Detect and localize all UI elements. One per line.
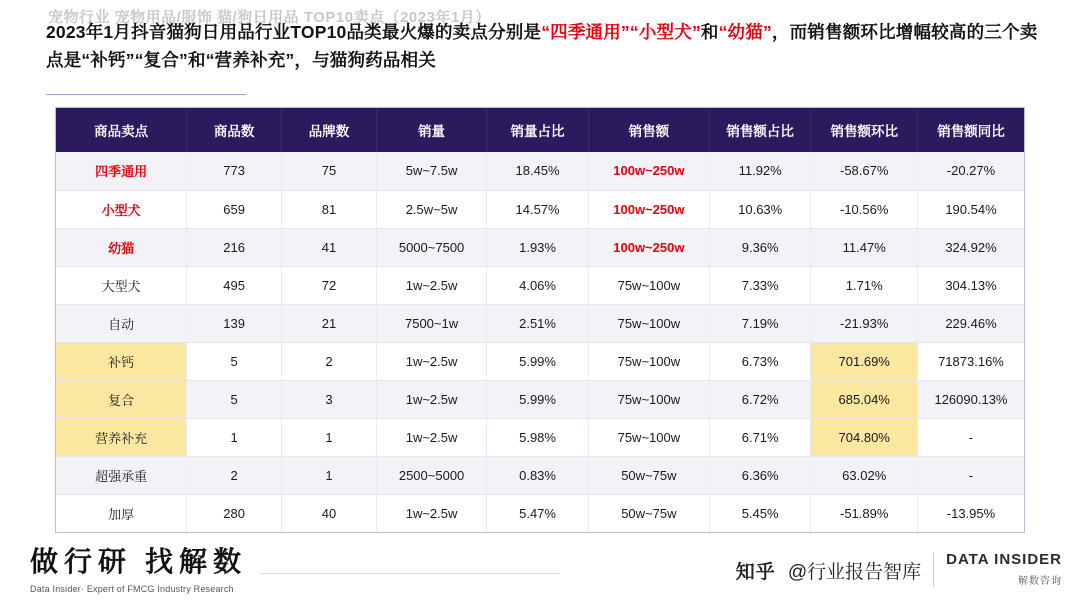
table-row[interactable] bbox=[56, 152, 1024, 190]
table-cell: -10.56% bbox=[811, 190, 917, 228]
table-cell: 40 bbox=[282, 494, 377, 532]
column-header[interactable]: 销售额 bbox=[588, 108, 709, 152]
table-cell: 6.72% bbox=[709, 380, 811, 418]
table-cell: 1w~2.5w bbox=[376, 418, 486, 456]
table-cell: 1w~2.5w bbox=[376, 266, 486, 304]
table-cell: 704.80% bbox=[811, 418, 917, 456]
footer-credit-block bbox=[736, 550, 1062, 590]
table-header bbox=[56, 108, 1024, 152]
table-cell: 5.47% bbox=[487, 494, 589, 532]
column-header[interactable]: 销量占比 bbox=[487, 108, 589, 152]
cell-selling-point: 超强承重 bbox=[56, 456, 187, 494]
table-cell: - bbox=[917, 456, 1024, 494]
zhihu-handle: @行业报告智库 bbox=[787, 561, 922, 583]
table-cell: 5000~7500 bbox=[376, 228, 486, 266]
table-cell: 2.51% bbox=[487, 304, 589, 342]
table-cell: 229.46% bbox=[917, 304, 1024, 342]
table-header-row bbox=[56, 108, 1024, 152]
table-cell: 4.06% bbox=[487, 266, 589, 304]
table-cell: 41 bbox=[282, 228, 377, 266]
column-header[interactable]: 销售额环比 bbox=[811, 108, 917, 152]
table-cell: 701.69% bbox=[811, 342, 917, 380]
table-row[interactable] bbox=[56, 494, 1024, 532]
brand-name: 做行研 找解数 bbox=[30, 547, 248, 578]
table-cell: 72 bbox=[282, 266, 377, 304]
cell-selling-point: 复合 bbox=[56, 380, 187, 418]
table-cell: 304.13% bbox=[917, 266, 1024, 304]
table-cell: 14.57% bbox=[487, 190, 589, 228]
table-cell: -20.27% bbox=[917, 152, 1024, 190]
column-header[interactable]: 销量 bbox=[376, 108, 486, 152]
table-cell: 5w~7.5w bbox=[376, 152, 486, 190]
table-cell: 1w~2.5w bbox=[376, 380, 486, 418]
table-cell: 6.36% bbox=[709, 456, 811, 494]
data-insider-logo bbox=[946, 550, 1062, 590]
table-cell: 2500~5000 bbox=[376, 456, 486, 494]
table-cell: 1w~2.5w bbox=[376, 342, 486, 380]
table-cell: 0.83% bbox=[487, 456, 589, 494]
table-cell: 7500~1w bbox=[376, 304, 486, 342]
table-cell: 1 bbox=[187, 418, 282, 456]
table-cell: 2 bbox=[282, 342, 377, 380]
table-cell: 216 bbox=[187, 228, 282, 266]
table-cell: 50w~75w bbox=[588, 494, 709, 532]
table-cell: 280 bbox=[187, 494, 282, 532]
title-segment: ，而销售额环比增幅较高的三个卖点是“补钙”“复合”和“营养补充”，与猫狗药品相关 bbox=[46, 22, 1038, 71]
data-insider-sub: 解数咨询 bbox=[1018, 576, 1062, 587]
table-cell: -58.67% bbox=[811, 152, 917, 190]
table-cell: 324.92% bbox=[917, 228, 1024, 266]
column-header[interactable]: 商品数 bbox=[187, 108, 282, 152]
table-cell: 495 bbox=[187, 266, 282, 304]
footer-divider bbox=[260, 573, 560, 574]
brand-tagline: Data Insider· Expert of FMCG Industry Research bbox=[30, 584, 234, 594]
table-cell: 1.71% bbox=[811, 266, 917, 304]
table-cell: 75w~100w bbox=[588, 418, 709, 456]
table-cell: 7.19% bbox=[709, 304, 811, 342]
table-cell: 75w~100w bbox=[588, 266, 709, 304]
table-cell: 6.71% bbox=[709, 418, 811, 456]
table-cell: -21.93% bbox=[811, 304, 917, 342]
cell-selling-point: 大型犬 bbox=[56, 266, 187, 304]
cell-selling-point: 四季通用 bbox=[56, 152, 187, 190]
title-segment: 和 bbox=[700, 22, 719, 42]
table-cell: 75w~100w bbox=[588, 304, 709, 342]
table-cell: 50w~75w bbox=[588, 456, 709, 494]
table-cell: 75w~100w bbox=[588, 342, 709, 380]
table-cell: 139 bbox=[187, 304, 282, 342]
table-cell: 2 bbox=[187, 456, 282, 494]
sellingpoint-table bbox=[56, 108, 1024, 532]
table-cell: 11.92% bbox=[709, 152, 811, 190]
table-cell: 21 bbox=[282, 304, 377, 342]
table-cell: 100w~250w bbox=[588, 190, 709, 228]
title-segment: “小型犬” bbox=[629, 22, 701, 42]
data-insider-name: DATA INSIDER bbox=[946, 551, 1062, 568]
table-cell: 100w~250w bbox=[588, 228, 709, 266]
table-row[interactable] bbox=[56, 266, 1024, 304]
table-cell: 10.63% bbox=[709, 190, 811, 228]
table-cell: 190.54% bbox=[917, 190, 1024, 228]
table-row[interactable] bbox=[56, 304, 1024, 342]
footer-brand-block bbox=[30, 540, 450, 594]
table-cell: 11.47% bbox=[811, 228, 917, 266]
table-cell: 75 bbox=[282, 152, 377, 190]
table-row[interactable] bbox=[56, 456, 1024, 494]
table-row[interactable] bbox=[56, 228, 1024, 266]
table-cell: - bbox=[917, 418, 1024, 456]
table-row[interactable] bbox=[56, 418, 1024, 456]
table-cell: 1 bbox=[282, 418, 377, 456]
cell-selling-point: 加厚 bbox=[56, 494, 187, 532]
table-cell: 5.45% bbox=[709, 494, 811, 532]
title-segment: “四季通用” bbox=[541, 22, 630, 42]
table-cell: 71873.16% bbox=[917, 342, 1024, 380]
table-cell: 659 bbox=[187, 190, 282, 228]
table-cell: 3 bbox=[282, 380, 377, 418]
table-cell: 2.5w~5w bbox=[376, 190, 486, 228]
table-cell: 1 bbox=[282, 456, 377, 494]
cell-selling-point: 补钙 bbox=[56, 342, 187, 380]
table-cell: 81 bbox=[282, 190, 377, 228]
table-row[interactable] bbox=[56, 190, 1024, 228]
table-row[interactable] bbox=[56, 342, 1024, 380]
table-cell: 63.02% bbox=[811, 456, 917, 494]
table-cell: 75w~100w bbox=[588, 380, 709, 418]
title-underline bbox=[46, 94, 246, 95]
table-cell: 100w~250w bbox=[588, 152, 709, 190]
column-header[interactable]: 销售额占比 bbox=[709, 108, 811, 152]
cell-selling-point: 小型犬 bbox=[56, 190, 187, 228]
title-segment: “幼猫” bbox=[718, 22, 772, 42]
cell-selling-point: 幼猫 bbox=[56, 228, 187, 266]
table-cell: 6.73% bbox=[709, 342, 811, 380]
footer-vertical-separator bbox=[933, 553, 934, 587]
table-cell: 1w~2.5w bbox=[376, 494, 486, 532]
table-cell: 5.99% bbox=[487, 342, 589, 380]
table-body bbox=[56, 152, 1024, 532]
cell-selling-point: 营养补充 bbox=[56, 418, 187, 456]
table-row[interactable] bbox=[56, 380, 1024, 418]
table-cell: -13.95% bbox=[917, 494, 1024, 532]
cell-selling-point: 自动 bbox=[56, 304, 187, 342]
table-cell: 773 bbox=[187, 152, 282, 190]
title-segment: 2023年1月抖音猫狗日用品行业TOP10品类最火爆的卖点分别是 bbox=[46, 22, 542, 42]
table-cell: 9.36% bbox=[709, 228, 811, 266]
zhihu-logo: 知乎 bbox=[735, 561, 776, 583]
table-cell: 7.33% bbox=[709, 266, 811, 304]
column-header[interactable]: 销售额同比 bbox=[917, 108, 1024, 152]
page-title bbox=[46, 18, 1046, 75]
table-cell: 5.99% bbox=[487, 380, 589, 418]
table-cell: 685.04% bbox=[811, 380, 917, 418]
table-cell: 126090.13% bbox=[917, 380, 1024, 418]
table-cell: 5.98% bbox=[487, 418, 589, 456]
ghost-heading: 宠物行业 宠物用品/服饰 猫/狗日用品 TOP10卖点（2023年1月） bbox=[48, 9, 491, 26]
column-header[interactable]: 品牌数 bbox=[282, 108, 377, 152]
table-cell: 1.93% bbox=[487, 228, 589, 266]
column-header[interactable]: 商品卖点 bbox=[56, 108, 187, 152]
table-cell: -51.89% bbox=[811, 494, 917, 532]
table-cell: 18.45% bbox=[487, 152, 589, 190]
data-table-container bbox=[55, 107, 1025, 533]
table-cell: 5 bbox=[187, 380, 282, 418]
table-cell: 5 bbox=[187, 342, 282, 380]
